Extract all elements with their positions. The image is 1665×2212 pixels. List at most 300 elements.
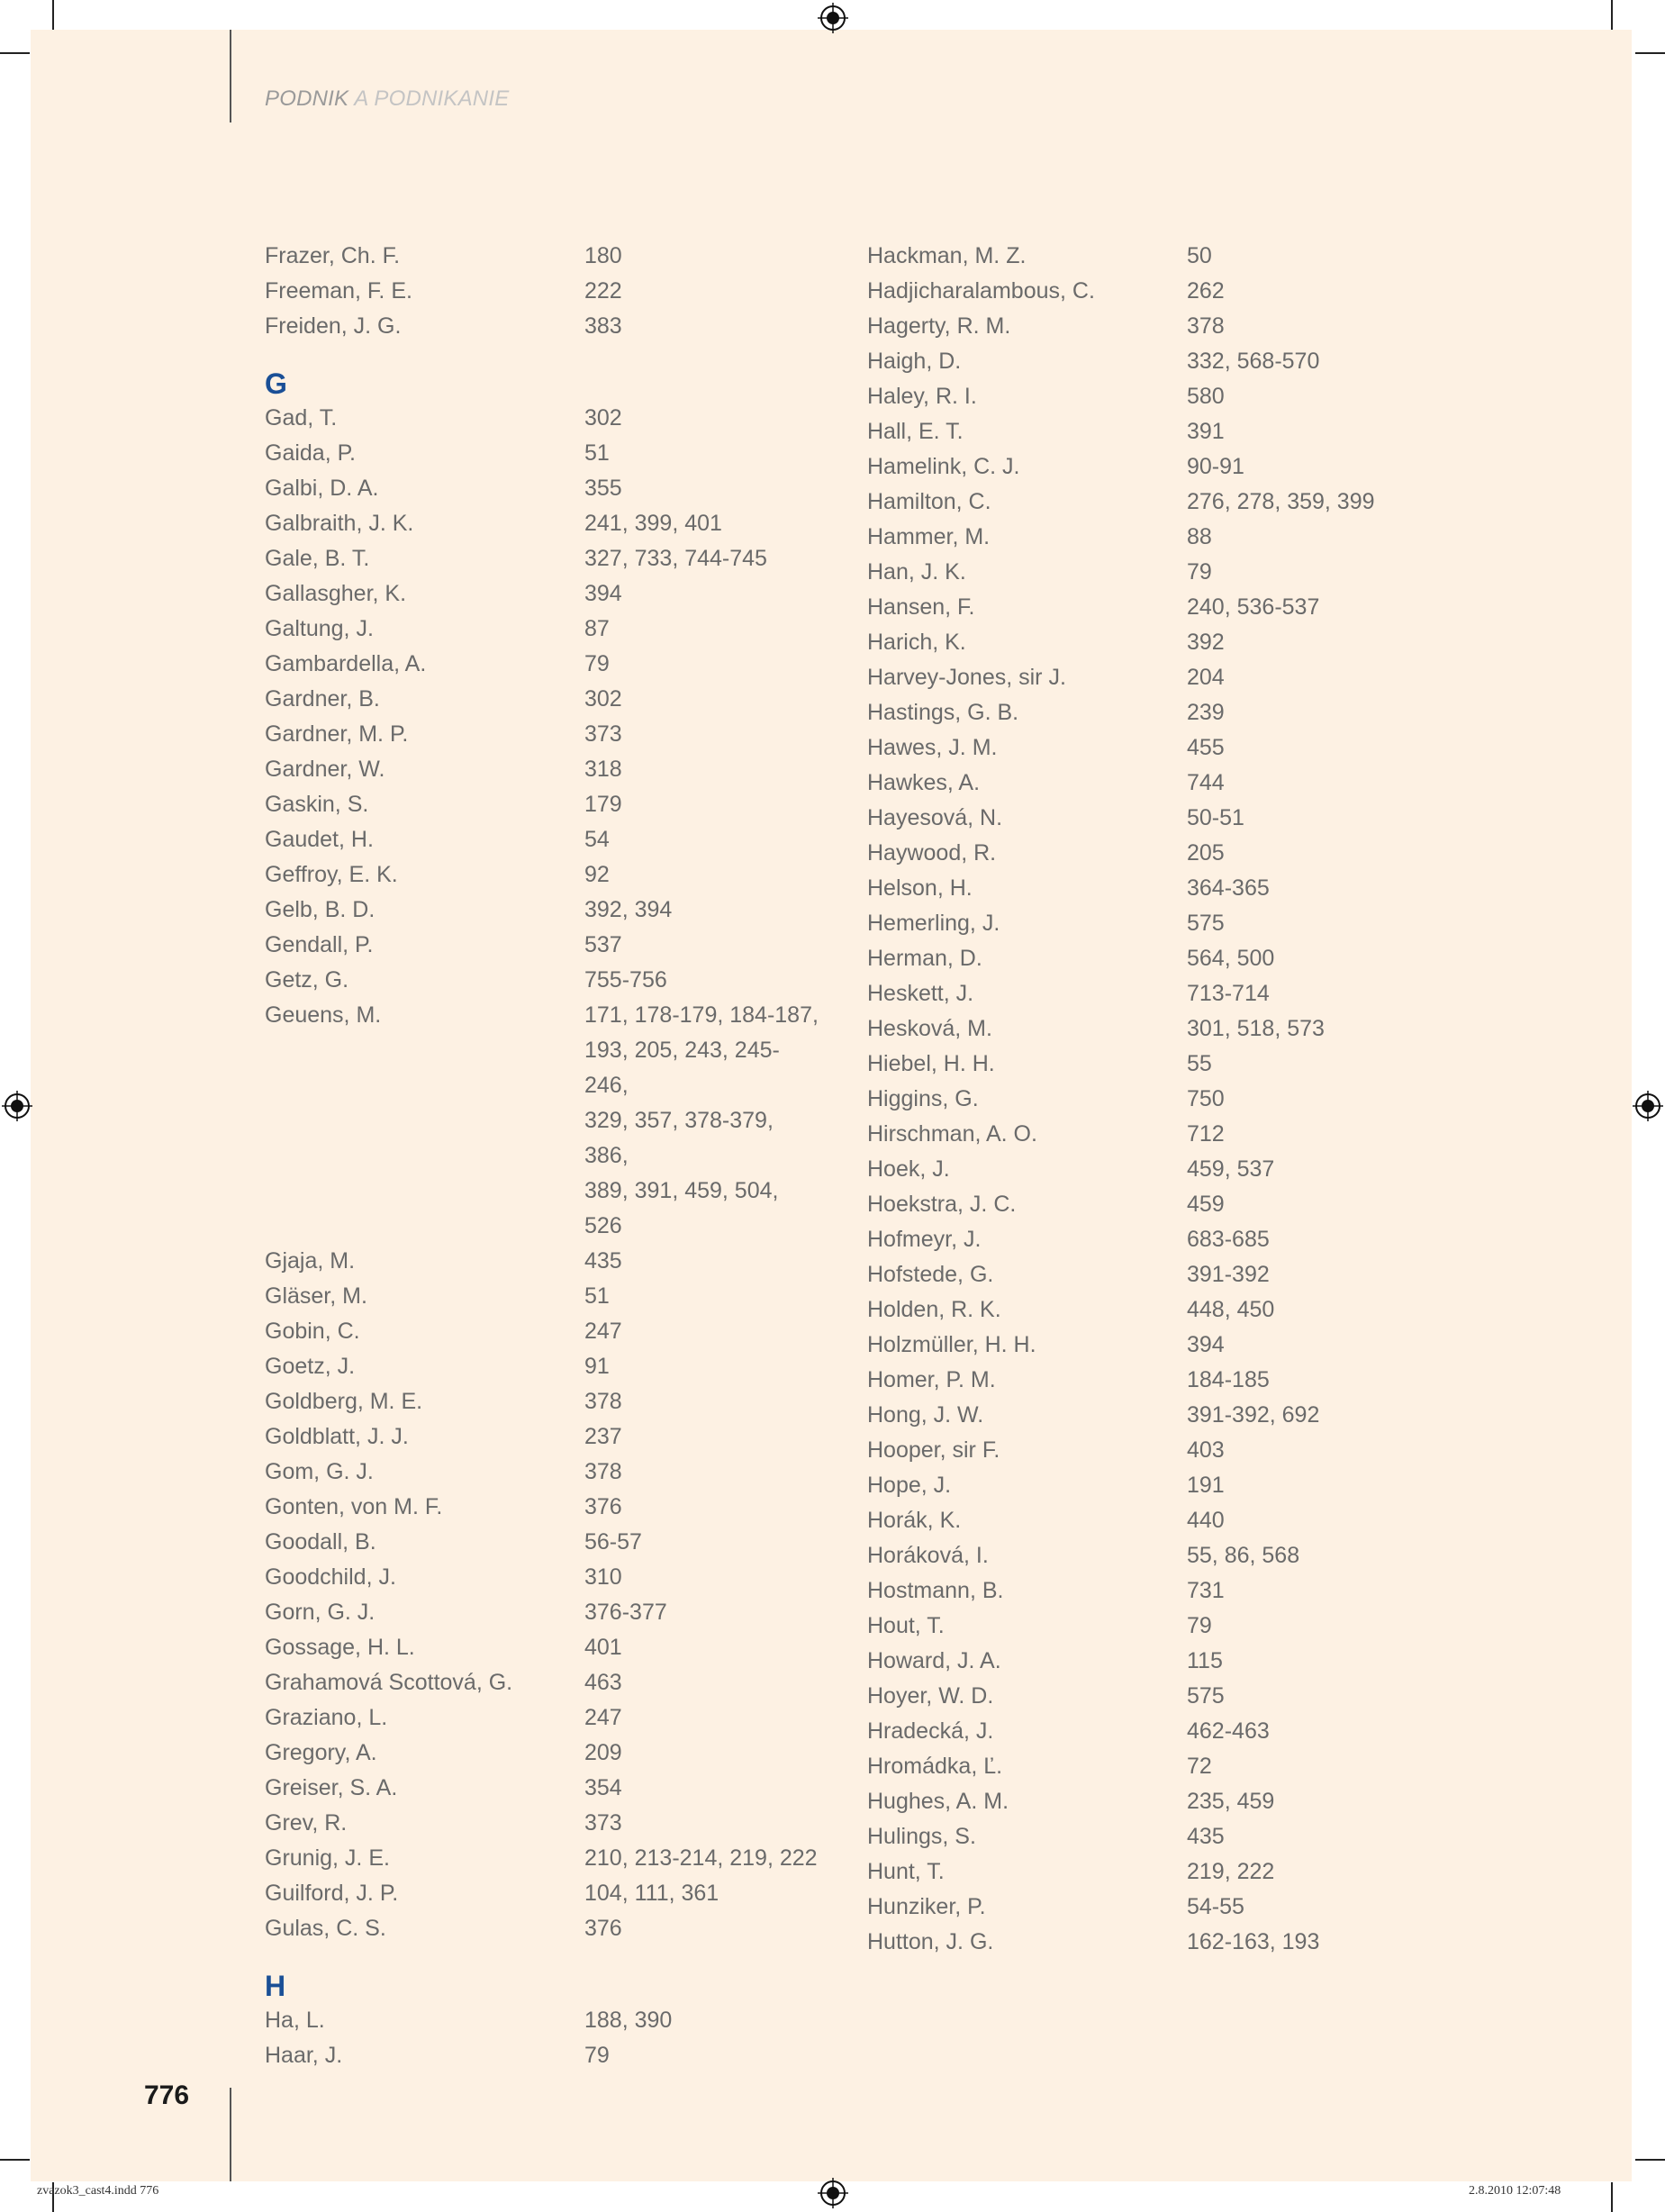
page-number: 776 (144, 2081, 190, 2110)
entry-name: Harvey-Jones, sir J. (867, 665, 1066, 690)
entry-name: Graziano, L. (265, 1705, 388, 1730)
entry-name: Galbraith, J. K. (265, 511, 414, 536)
index-entry (265, 1314, 805, 1349)
index-entry (867, 941, 1407, 976)
index-entry (265, 436, 805, 471)
section-g-list (265, 401, 819, 1946)
entry-pages: 302 (584, 686, 622, 712)
entry-pages: 79 (584, 651, 610, 676)
entry-name (265, 1033, 584, 1103)
entry-pages: 391-392 (1187, 1262, 1270, 1287)
entry-name: Ha, L. (265, 2008, 325, 2033)
index-entry (265, 2003, 805, 2038)
entry-pages: 755-756 (584, 967, 667, 993)
entry-pages: 162-163, 193 (1187, 1929, 1320, 1954)
entry-name: Gorn, G. J. (265, 1600, 376, 1625)
entry-pages: 90-91 (1187, 454, 1244, 479)
index-entry (265, 506, 805, 541)
entry-pages: 91 (584, 1354, 610, 1379)
entry-pages: 50 (1187, 243, 1212, 268)
index-entry (265, 857, 805, 893)
entry-pages: 51 (584, 1283, 610, 1309)
entry-name: Hunt, T. (867, 1859, 945, 1884)
entry-name: Gardner, W. (265, 757, 385, 782)
crop-mark (1611, 2182, 1613, 2212)
entry-pages: 364-365 (1187, 875, 1270, 901)
entry-pages: 373 (584, 1810, 622, 1836)
entry-pages: 378 (1187, 313, 1225, 339)
index-entry (265, 928, 805, 963)
entry-name: Haley, R. I. (867, 384, 977, 409)
crop-mark (0, 52, 30, 54)
entry-pages: 459, 537 (1187, 1156, 1275, 1182)
index-entry (867, 590, 1407, 625)
entry-pages: 435 (1187, 1824, 1225, 1849)
section-letter-g: G (265, 367, 287, 400)
entry-name: Goldblatt, J. J. (265, 1424, 409, 1449)
entry-name: Hout, T. (867, 1613, 945, 1638)
entry-name: Heskett, J. (867, 981, 974, 1006)
entry-pages: 389, 391, 459, 504, 526 (584, 1178, 779, 1238)
entry-name: Gallasgher, K. (265, 581, 407, 606)
crop-mark (1635, 2159, 1665, 2161)
entry-pages: 247 (584, 1705, 622, 1730)
entry-name: Holden, R. K. (867, 1297, 1001, 1322)
entry-name: Hunziker, P. (867, 1894, 986, 1919)
index-entry (867, 660, 1407, 695)
entry-name: Gonten, von M. F. (265, 1494, 443, 1519)
header-part-2: A PODNIKANIE (348, 86, 510, 111)
index-entry (265, 752, 805, 787)
entry-name: Gambardella, A. (265, 651, 427, 676)
crop-mark (52, 0, 54, 30)
registration-mark-icon (818, 3, 848, 33)
index-entry (265, 541, 805, 576)
entry-pages: 376 (584, 1494, 622, 1519)
index-entry (265, 1665, 805, 1700)
registration-mark-icon (818, 2178, 848, 2208)
index-entry (867, 274, 1407, 309)
index-entry (867, 485, 1407, 520)
entry-pages: 318 (584, 757, 622, 782)
index-entry (867, 1398, 1407, 1433)
index-entry (867, 379, 1407, 414)
entry-pages: 188, 390 (584, 2008, 673, 2033)
index-entry (265, 998, 819, 1033)
entry-pages: 104, 111, 361 (584, 1881, 719, 1906)
index-entry (867, 1819, 1407, 1854)
entry-name: Greiser, S. A. (265, 1775, 398, 1800)
index-entry (867, 414, 1407, 449)
entry-pages: 210, 213-214, 219, 222 (584, 1845, 818, 1871)
entry-pages: 193, 205, 243, 245-246, (584, 1038, 780, 1098)
entry-pages: 440 (1187, 1508, 1225, 1533)
entry-pages: 731 (1187, 1578, 1225, 1603)
entry-pages: 564, 500 (1187, 946, 1275, 971)
entry-name: Freiden, J. G. (265, 313, 402, 339)
index-entry (867, 1890, 1407, 1925)
index-entry (265, 1419, 805, 1455)
index-entry (265, 1700, 805, 1736)
index-entry (265, 1174, 805, 1244)
entry-pages: 184-185 (1187, 1367, 1270, 1392)
entry-pages: 51 (584, 440, 610, 466)
index-entry (265, 1560, 805, 1595)
entry-name: Hastings, G. B. (867, 700, 1019, 725)
entry-name: Goodall, B. (265, 1529, 376, 1555)
entry-name: Hooper, sir F. (867, 1437, 1000, 1463)
entry-name: Hayesová, N. (867, 805, 1003, 830)
index-entry (265, 822, 805, 857)
index-entry (265, 1806, 805, 1841)
entry-pages: 713-714 (1187, 981, 1270, 1006)
index-entry (867, 1679, 1407, 1714)
index-entry (265, 1771, 805, 1806)
index-entry (265, 1244, 805, 1279)
index-entry (867, 1503, 1407, 1538)
index-entry (265, 471, 805, 506)
entry-name: Gjaja, M. (265, 1248, 356, 1274)
index-entry (265, 717, 805, 752)
index-entry (867, 1011, 1407, 1047)
index-entry (867, 1328, 1407, 1363)
index-entry (265, 1841, 818, 1876)
section-letter-h: H (265, 1970, 286, 2002)
entry-name: Hulings, S. (867, 1824, 976, 1849)
entry-name: Higgins, G. (867, 1086, 979, 1111)
entry-name: Goetz, J. (265, 1354, 356, 1379)
entry-name: Galbi, D. A. (265, 476, 379, 501)
index-entry (867, 1082, 1407, 1117)
entry-name (265, 1174, 584, 1244)
entry-name: Hackman, M. Z. (867, 243, 1027, 268)
index-entry (265, 612, 805, 647)
entry-pages: 750 (1187, 1086, 1225, 1111)
entry-pages: 378 (584, 1459, 622, 1484)
index-entry (867, 1784, 1407, 1819)
index-entry (867, 1573, 1407, 1609)
index-entry (867, 730, 1407, 766)
entry-name: Hamelink, C. J. (867, 454, 1020, 479)
entry-pages: 401 (584, 1635, 622, 1660)
index-entry (867, 906, 1407, 941)
index-entry (265, 1490, 805, 1525)
entry-name: Gelb, B. D. (265, 897, 376, 922)
index-entry (265, 1103, 805, 1174)
entry-pages: 79 (1187, 559, 1212, 585)
index-entry (265, 274, 805, 309)
entry-pages: 56-57 (584, 1529, 642, 1555)
entry-pages: 247 (584, 1319, 622, 1344)
index-entry (867, 976, 1407, 1011)
entry-name: Grev, R. (265, 1810, 348, 1836)
entry-pages: 92 (584, 862, 610, 887)
entry-name: Holzmüller, H. H. (867, 1332, 1036, 1357)
entry-pages: 87 (584, 616, 610, 641)
entry-pages: 354 (584, 1775, 622, 1800)
entry-pages: 463 (584, 1670, 622, 1695)
entry-name: Howard, J. A. (867, 1648, 1001, 1673)
entry-name: Hong, J. W. (867, 1402, 984, 1428)
entry-pages: 329, 357, 378-379, 386, (584, 1108, 774, 1168)
entry-name: Getz, G. (265, 967, 349, 993)
entry-name: Hadjicharalambous, C. (867, 278, 1095, 304)
entry-name: Gossage, H. L. (265, 1635, 415, 1660)
entry-name: Hansen, F. (867, 594, 975, 620)
registration-mark-icon (1633, 1091, 1663, 1121)
index-entry (867, 1925, 1407, 1960)
entry-name: Hirschman, A. O. (867, 1121, 1037, 1147)
entry-name: Gulas, C. S. (265, 1916, 386, 1941)
entry-name: Grahamová Scottová, G. (265, 1670, 513, 1695)
index-entry (265, 647, 805, 682)
index-entry (867, 309, 1407, 344)
index-entry (265, 963, 805, 998)
entry-name: Hostmann, B. (867, 1578, 1004, 1603)
section-h-list (265, 2003, 805, 2073)
index-entry (265, 401, 805, 436)
entry-pages: 327, 733, 744-745 (584, 546, 767, 571)
entry-pages: 235, 459 (1187, 1789, 1275, 1814)
index-entry (867, 625, 1407, 660)
entry-name: Horák, K. (867, 1508, 962, 1533)
registration-mark-icon (2, 1091, 32, 1121)
entry-pages: 72 (1187, 1754, 1212, 1779)
entry-name: Gom, G. J. (265, 1459, 374, 1484)
running-header (265, 86, 509, 112)
entry-pages: 376-377 (584, 1600, 667, 1625)
index-entry (265, 1033, 805, 1103)
index-entry (867, 871, 1407, 906)
entry-name: Hromádka, Ľ. (867, 1754, 1003, 1779)
entry-pages: 378 (584, 1389, 622, 1414)
pre-entries-list (265, 239, 805, 344)
index-entry (867, 1644, 1407, 1679)
index-entry (265, 1911, 805, 1946)
entry-name: Hawes, J. M. (867, 735, 998, 760)
entry-pages: 241, 399, 401 (584, 511, 722, 536)
entry-name: Harich, K. (867, 630, 966, 655)
index-entry (265, 1279, 805, 1314)
entry-pages: 537 (584, 932, 622, 957)
entry-pages: 575 (1187, 911, 1225, 936)
entry-name: Hutton, J. G. (867, 1929, 994, 1954)
entry-pages: 391 (1187, 419, 1225, 444)
slug-left: zvazok3_cast4.indd 776 (37, 2184, 159, 2198)
entry-name: Helson, H. (867, 875, 973, 901)
entry-name: Horáková, I. (867, 1543, 989, 1568)
index-entry (867, 1433, 1407, 1468)
entry-pages: 240, 536-537 (1187, 594, 1320, 620)
entry-name: Gale, B. T. (265, 546, 370, 571)
entry-pages: 237 (584, 1424, 622, 1449)
entry-pages: 392, 394 (584, 897, 673, 922)
entry-pages: 54 (584, 827, 610, 852)
entry-name: Gaskin, S. (265, 792, 369, 817)
entry-pages: 79 (1187, 1613, 1212, 1638)
index-entry (265, 1595, 805, 1630)
entry-name: Homer, P. M. (867, 1367, 996, 1392)
index-entry (265, 576, 805, 612)
entry-name: Freeman, F. E. (265, 278, 412, 304)
entry-pages: 455 (1187, 735, 1225, 760)
index-entry (867, 555, 1407, 590)
entry-pages: 301, 518, 573 (1187, 1016, 1325, 1041)
entry-pages: 373 (584, 721, 622, 747)
index-entry (265, 1525, 805, 1560)
index-entry (867, 1468, 1407, 1503)
index-entry (867, 239, 1407, 274)
entry-name: Gardner, M. P. (265, 721, 409, 747)
index-entry (265, 1736, 805, 1771)
entry-name: Goldberg, M. E. (265, 1389, 423, 1414)
entry-name: Gardner, B. (265, 686, 380, 712)
entry-pages: 209 (584, 1740, 622, 1765)
index-entry (867, 344, 1407, 379)
index-entry (867, 1292, 1407, 1328)
entry-pages: 54-55 (1187, 1894, 1244, 1919)
index-entry (867, 1854, 1407, 1890)
index-entry (867, 520, 1407, 555)
index-entry (265, 1876, 805, 1911)
entry-name: Hammer, M. (867, 524, 991, 549)
index-entry (265, 682, 805, 717)
entry-pages: 394 (584, 581, 622, 606)
slug-right: 2.8.2010 12:07:48 (1469, 2184, 1561, 2198)
entry-pages: 79 (584, 2043, 610, 2068)
index-entry (265, 787, 805, 822)
entry-name: Hall, E. T. (867, 419, 964, 444)
entry-pages: 403 (1187, 1437, 1225, 1463)
entry-name: Gregory, A. (265, 1740, 377, 1765)
index-column-left (265, 239, 819, 2073)
entry-pages: 744 (1187, 770, 1225, 795)
entry-name: Herman, D. (867, 946, 982, 971)
entry-pages: 462-463 (1187, 1718, 1270, 1744)
index-entry (867, 1222, 1407, 1257)
index-entry (265, 1384, 805, 1419)
entry-pages: 392 (1187, 630, 1225, 655)
entry-name: Gläser, M. (265, 1283, 367, 1309)
entry-pages: 459 (1187, 1192, 1225, 1217)
index-entry (867, 449, 1407, 485)
entry-pages: 50-51 (1187, 805, 1244, 830)
entry-name: Hawkes, A. (867, 770, 981, 795)
index-entry (867, 1257, 1407, 1292)
index-entry (265, 1349, 805, 1384)
index-entry (867, 1538, 1407, 1573)
entry-name: Galtung, J. (265, 616, 374, 641)
index-entry (265, 239, 805, 274)
entry-name: Hamilton, C. (867, 489, 991, 514)
entry-name: Hiebel, H. H. (867, 1051, 995, 1076)
header-margin-rule (230, 30, 231, 122)
entry-name: Gad, T. (265, 405, 338, 431)
index-entry (867, 1714, 1407, 1749)
entry-name: Gaida, P. (265, 440, 357, 466)
index-entry (265, 1455, 805, 1490)
index-entry (867, 695, 1407, 730)
entry-name: Hope, J. (867, 1473, 952, 1498)
entry-name: Haar, J. (265, 2043, 343, 2068)
right-entries-list (867, 239, 1407, 1960)
entry-pages: 115 (1187, 1648, 1223, 1673)
entry-pages: 355 (584, 476, 622, 501)
entry-pages: 391-392, 692 (1187, 1402, 1320, 1428)
index-entry (867, 1363, 1407, 1398)
index-entry (867, 766, 1407, 801)
index-entry (867, 1117, 1407, 1152)
entry-pages: 376 (584, 1916, 622, 1941)
entry-pages: 683-685 (1187, 1227, 1270, 1252)
entry-pages: 205 (1187, 840, 1225, 866)
entry-pages: 712 (1187, 1121, 1225, 1147)
index-entry (867, 801, 1407, 836)
crop-mark (0, 2159, 30, 2161)
entry-name: Hoek, J. (867, 1156, 950, 1182)
index-column-right (867, 239, 1407, 1960)
entry-pages: 448, 450 (1187, 1297, 1275, 1322)
entry-pages: 222 (584, 278, 622, 304)
entry-pages: 88 (1187, 524, 1212, 549)
entry-pages: 55, 86, 568 (1187, 1543, 1300, 1568)
entry-pages: 171, 178-179, 184-187, (584, 1002, 819, 1028)
index-entry (867, 836, 1407, 871)
entry-name: Gaudet, H. (265, 827, 374, 852)
entry-name: Han, J. K. (867, 559, 966, 585)
index-entry (867, 1152, 1407, 1187)
entry-pages: 310 (584, 1564, 622, 1590)
entry-pages: 302 (584, 405, 622, 431)
entry-name: Haigh, D. (867, 349, 962, 374)
entry-name: Hughes, A. M. (867, 1789, 1009, 1814)
entry-pages: 435 (584, 1248, 622, 1274)
entry-name: Gendall, P. (265, 932, 374, 957)
entry-name: Hoyer, W. D. (867, 1683, 994, 1709)
index-entry (867, 1187, 1407, 1222)
entry-pages: 55 (1187, 1051, 1212, 1076)
entry-pages: 179 (584, 792, 622, 817)
entry-pages: 332, 568-570 (1187, 349, 1320, 374)
index-entry (867, 1609, 1407, 1644)
entry-name: Frazer, Ch. F. (265, 243, 401, 268)
entry-name: Guilford, J. P. (265, 1881, 399, 1906)
entry-name: Hofmeyr, J. (867, 1227, 982, 1252)
entry-pages: 191 (1187, 1473, 1225, 1498)
crop-mark (1611, 0, 1613, 30)
entry-name: Geffroy, E. K. (265, 862, 398, 887)
entry-name: Hoekstra, J. C. (867, 1192, 1017, 1217)
footer-margin-rule (230, 2088, 231, 2181)
entry-pages: 394 (1187, 1332, 1225, 1357)
index-entry (265, 2038, 805, 2073)
crop-mark (1635, 52, 1665, 54)
entry-name: Hagerty, R. M. (867, 313, 1011, 339)
entry-name: Grunig, J. E. (265, 1845, 390, 1871)
entry-pages: 239 (1187, 700, 1225, 725)
entry-name: Hofstede, G. (867, 1262, 994, 1287)
entry-pages: 276, 278, 359, 399 (1187, 489, 1375, 514)
entry-name: Hemerling, J. (867, 911, 1000, 936)
entry-pages: 575 (1187, 1683, 1225, 1709)
entry-name: Hesková, M. (867, 1016, 992, 1041)
index-entry (265, 893, 805, 928)
entry-pages: 180 (584, 243, 622, 268)
entry-name: Haywood, R. (867, 840, 997, 866)
index-entry (867, 1749, 1407, 1784)
entry-pages: 219, 222 (1187, 1859, 1275, 1884)
entry-pages: 262 (1187, 278, 1225, 304)
